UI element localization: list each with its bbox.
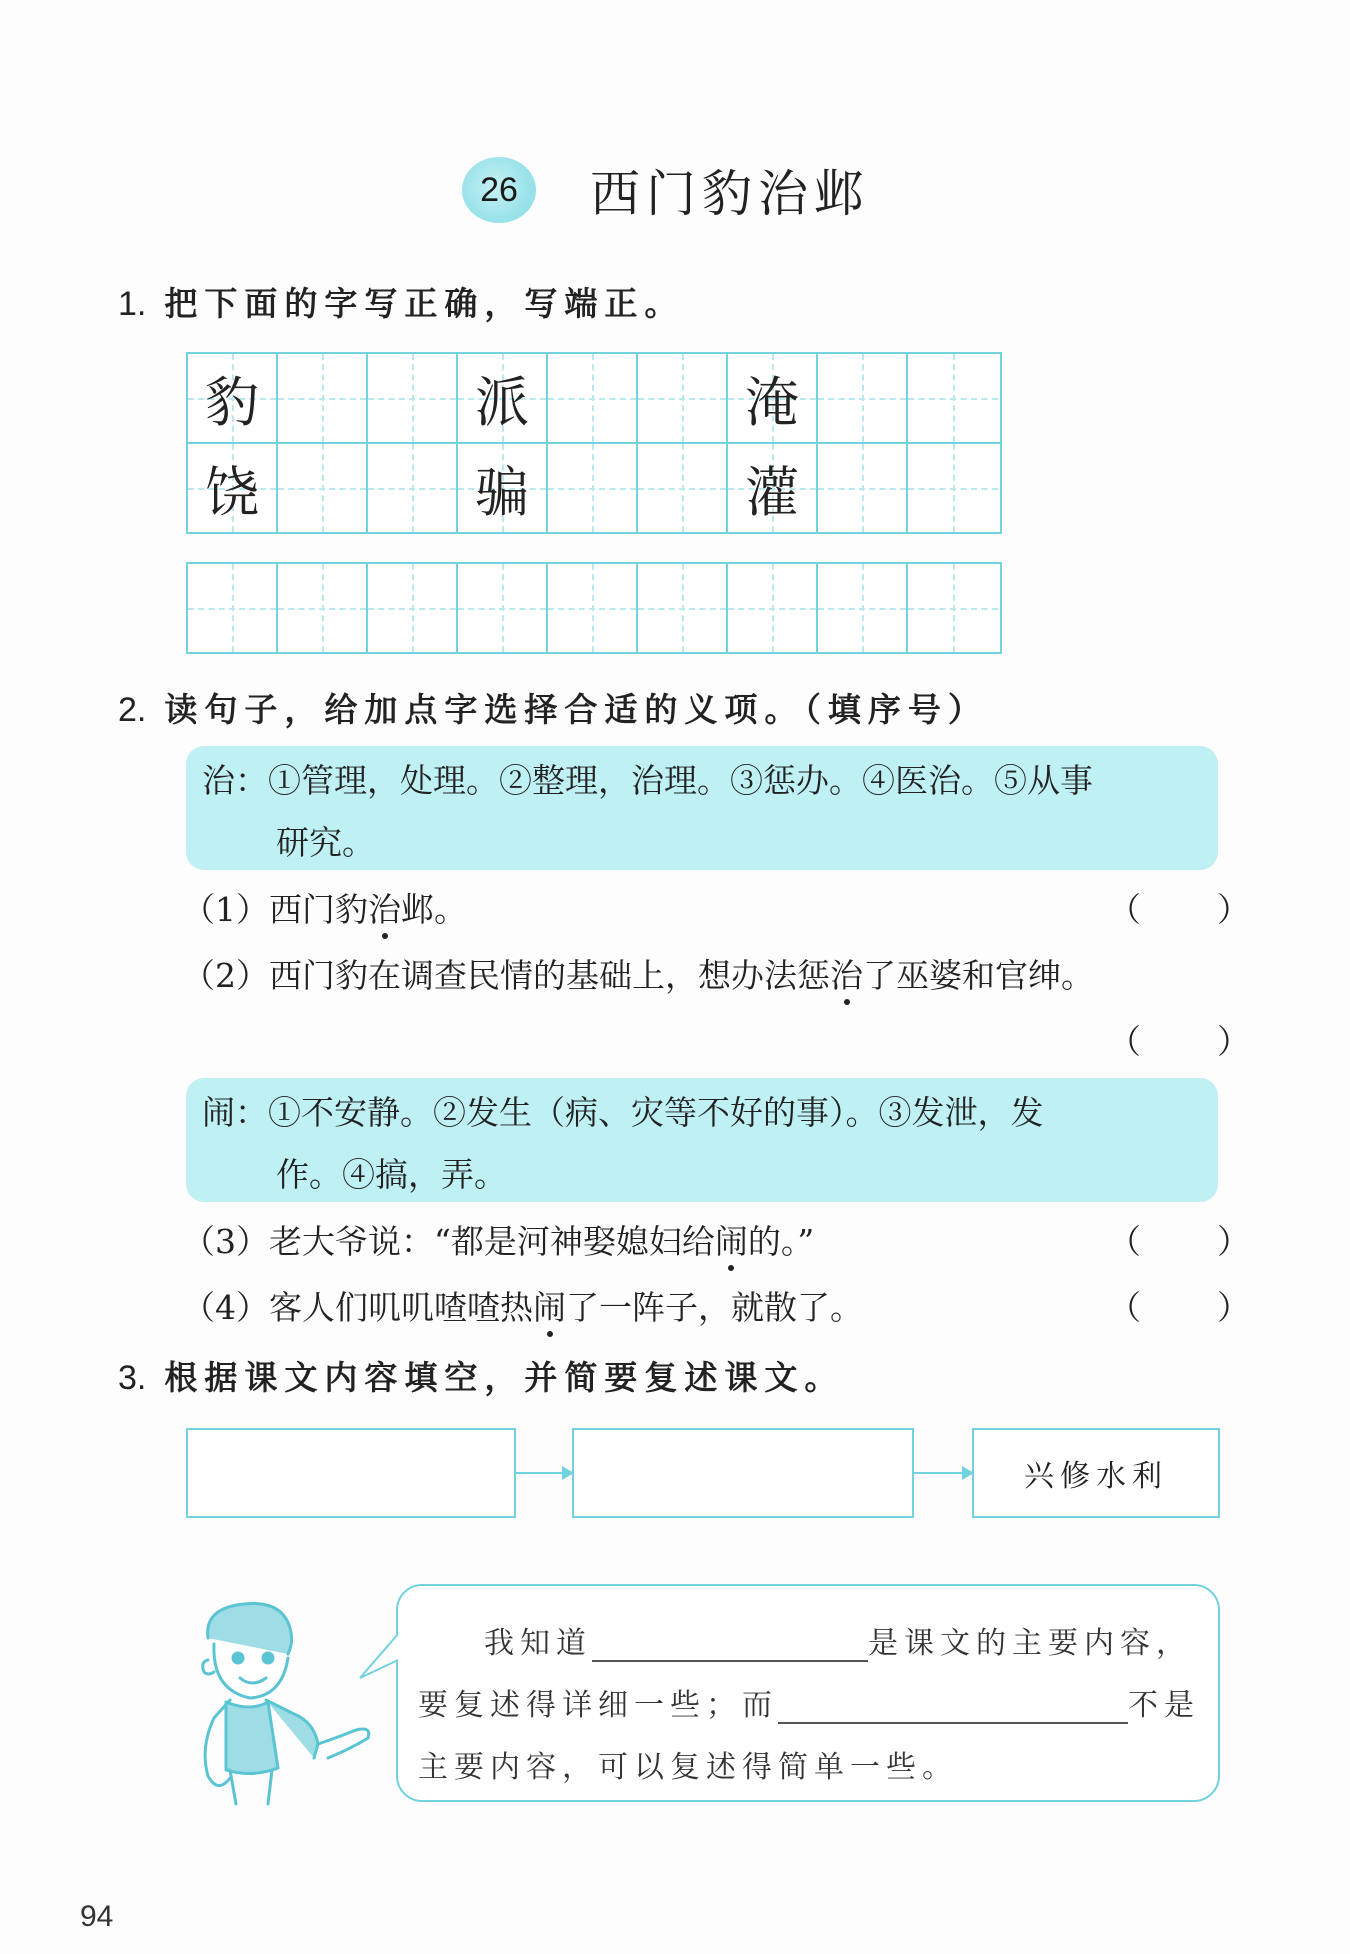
lesson-header: [462, 150, 870, 230]
bubble-line-1: 我知道 是课文的主要内容，: [484, 1626, 1192, 1661]
grid-cell[interactable]: [908, 564, 998, 652]
arrow-icon: [914, 1472, 972, 1474]
arrow-icon: [516, 1472, 572, 1474]
dotted-char: 治: [368, 884, 401, 931]
dotted-char: 闹: [533, 1282, 566, 1329]
definition-nao-line1: 闹：①不安静。②发生（病、灾等不好的事）。③发泄，发: [202, 1093, 1044, 1132]
grid-cell[interactable]: [638, 564, 728, 652]
grid-cell[interactable]: [278, 444, 368, 532]
answer-blank-2[interactable]: （ ）: [1108, 1022, 1250, 1061]
definition-box-nao: [186, 1078, 1218, 1202]
definition-zhi-line1: 治：①管理，处理。②整理，治理。③惩办。④医治。⑤从事: [202, 761, 1093, 800]
answer-blank-4[interactable]: （ ）: [1108, 1288, 1250, 1327]
fill-blank-2[interactable]: [778, 1692, 1128, 1724]
grid-row-2: [188, 442, 1000, 532]
grid-cell[interactable]: [818, 564, 908, 652]
question-3-number: 3.: [118, 1359, 147, 1397]
grid-cell[interactable]: [368, 354, 458, 442]
grid-cell[interactable]: [278, 354, 368, 442]
grid-cell[interactable]: [188, 564, 278, 652]
writing-grid-1[interactable]: [186, 352, 1002, 534]
grid-cell[interactable]: [908, 444, 998, 532]
writing-grid-2[interactable]: [186, 562, 1002, 654]
grid-cell[interactable]: [458, 564, 548, 652]
question-1-number: 1.: [118, 285, 147, 323]
question-3-title: [118, 1352, 844, 1399]
grid-cell[interactable]: 饶: [188, 444, 278, 532]
question-2-number: 2.: [118, 691, 147, 729]
grid-cell[interactable]: [278, 564, 368, 652]
definition-zhi-line2: 研究。: [276, 823, 375, 862]
grid-row-3: [188, 564, 1000, 652]
dotted-char: 治: [830, 950, 863, 997]
question-2-title: [118, 684, 988, 731]
answer-blank-1[interactable]: （ ）: [1108, 890, 1250, 929]
bubble-line-3: 主要内容，可以复述得简单一些。: [418, 1750, 958, 1785]
lesson-title: 西门豹治邺: [590, 165, 870, 223]
grid-cell[interactable]: [728, 564, 818, 652]
fill-blank-1[interactable]: [592, 1630, 868, 1662]
question-1-title: [118, 278, 684, 325]
grid-cell[interactable]: [548, 444, 638, 532]
grid-cell[interactable]: [908, 354, 998, 442]
bubble-line-2: 要复述得详细一些；而 不是: [418, 1688, 1200, 1723]
speech-bubble: [396, 1584, 1220, 1802]
bubble-tail: [356, 1630, 402, 1690]
grid-row-1: [188, 354, 1000, 442]
grid-cell[interactable]: [638, 444, 728, 532]
question-3-text: 根据课文内容填空，并简要复述课文。: [164, 1358, 845, 1397]
question-2-text: 读句子，给加点字选择合适的义项。（填序号）: [164, 690, 988, 729]
answer-blank-3[interactable]: （ ）: [1108, 1222, 1250, 1261]
grid-cell[interactable]: 淹: [728, 354, 818, 442]
sentence-4: （4）客人们叽叽喳喳热闹了一阵子，就散了。: [182, 1282, 863, 1329]
lesson-number-badge: 26: [462, 157, 536, 223]
grid-cell[interactable]: 灌: [728, 444, 818, 532]
flow-box-2[interactable]: [572, 1428, 914, 1518]
definition-box-zhi: [186, 746, 1218, 870]
grid-cell[interactable]: [368, 564, 458, 652]
grid-cell[interactable]: [638, 354, 728, 442]
flow-box-1[interactable]: [186, 1428, 516, 1518]
grid-cell[interactable]: [548, 564, 638, 652]
page-number: 94: [80, 1900, 114, 1933]
grid-cell[interactable]: [368, 444, 458, 532]
sentence-3: （3）老大爷说：“都是河神娶媳妇给闹的。”: [182, 1216, 814, 1263]
sentence-2: （2）西门豹在调查民情的基础上，想办法惩治了巫婆和官绅。: [182, 950, 1094, 997]
definition-nao-line2: 作。④搞，弄。: [276, 1155, 507, 1194]
question-1-text: 把下面的字写正确，写端正。: [164, 284, 685, 323]
dotted-char: 闹: [715, 1216, 748, 1263]
flow-box-3: 兴修水利: [972, 1428, 1220, 1518]
grid-cell[interactable]: 骗: [458, 444, 548, 532]
grid-cell[interactable]: [548, 354, 638, 442]
sentence-1: （1）西门豹治邺。: [182, 884, 467, 931]
grid-cell[interactable]: 豹: [188, 354, 278, 442]
grid-cell[interactable]: [818, 444, 908, 532]
grid-cell[interactable]: [818, 354, 908, 442]
grid-cell[interactable]: 派: [458, 354, 548, 442]
